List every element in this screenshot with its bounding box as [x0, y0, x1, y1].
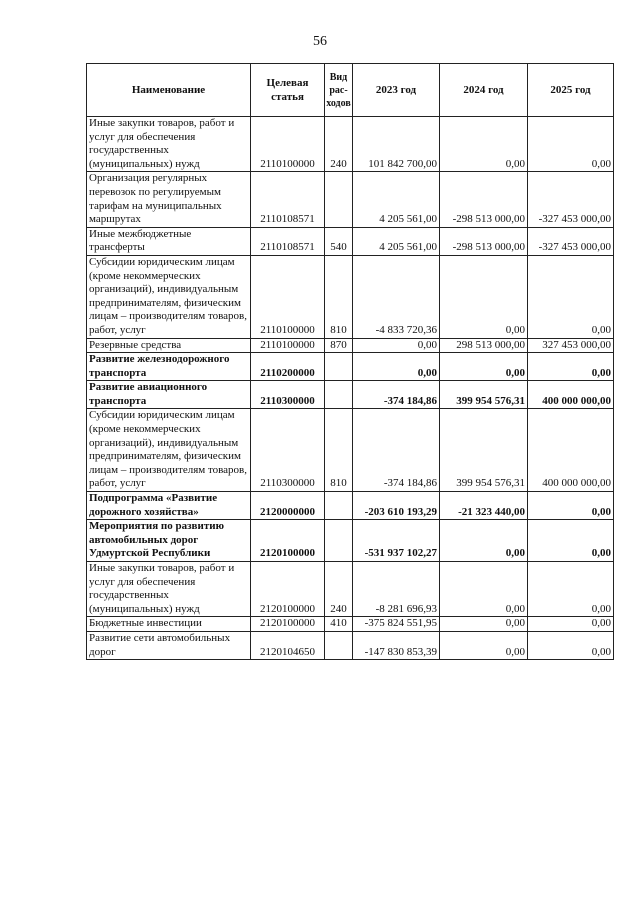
cell-2025: 400 000 000,00	[528, 381, 614, 409]
cell-2025: 0,00	[528, 631, 614, 659]
cell-2024: 298 513 000,00	[440, 338, 528, 353]
cell-2025: 400 000 000,00	[528, 409, 614, 492]
cell-2024: 399 954 576,31	[440, 381, 528, 409]
cell-type: 240	[325, 562, 353, 617]
cell-name: Развитие сети автомобильных дорог	[87, 631, 251, 659]
cell-name: Подпрограмма «Развитие дорожного хозяйства»	[87, 492, 251, 520]
cell-code: 2110100000	[251, 117, 325, 172]
cell-code: 2110100000	[251, 255, 325, 338]
cell-2024: -21 323 440,00	[440, 492, 528, 520]
cell-type: 240	[325, 117, 353, 172]
cell-name: Развитие авиационного транспорта	[87, 381, 251, 409]
cell-2025: 0,00	[528, 117, 614, 172]
table-row	[87, 381, 614, 409]
cell-2025: 0,00	[528, 617, 614, 632]
cell-type	[325, 172, 353, 227]
cell-type	[325, 492, 353, 520]
cell-type	[325, 381, 353, 409]
cell-2024: 0,00	[440, 617, 528, 632]
cell-name: Организация регулярных перевозок по регулируемым тарифам на муниципальных маршрутах	[87, 172, 251, 227]
cell-2023: -4 833 720,36	[353, 255, 440, 338]
header-2025: 2025 год	[528, 64, 614, 117]
cell-2025: 327 453 000,00	[528, 338, 614, 353]
table-row	[87, 172, 614, 227]
header-2024: 2024 год	[440, 64, 528, 117]
cell-code: 2110300000	[251, 409, 325, 492]
cell-2023: -8 281 696,93	[353, 562, 440, 617]
table-row	[87, 117, 614, 172]
table-row	[87, 492, 614, 520]
cell-2024: -298 513 000,00	[440, 172, 528, 227]
cell-type: 410	[325, 617, 353, 632]
cell-2023: 0,00	[353, 338, 440, 353]
cell-2025: -327 453 000,00	[528, 227, 614, 255]
cell-name: Резервные средства	[87, 338, 251, 353]
cell-code: 2120000000	[251, 492, 325, 520]
table-row	[87, 227, 614, 255]
cell-name: Бюджетные инвестиции	[87, 617, 251, 632]
cell-code: 2120100000	[251, 617, 325, 632]
cell-type: 870	[325, 338, 353, 353]
cell-type	[325, 631, 353, 659]
cell-code: 2110108571	[251, 227, 325, 255]
cell-code: 2120104650	[251, 631, 325, 659]
cell-2023: -374 184,86	[353, 409, 440, 492]
cell-2025: 0,00	[528, 520, 614, 562]
cell-2025: 0,00	[528, 353, 614, 381]
table-header-row	[87, 64, 614, 117]
cell-name: Иные межбюджетные трансферты	[87, 227, 251, 255]
cell-name: Иные закупки товаров, работ и услуг для обеспечения государственных (муниципальных) нужд	[87, 117, 251, 172]
cell-2024: 0,00	[440, 117, 528, 172]
cell-2024: 0,00	[440, 520, 528, 562]
cell-name: Субсидии юридическим лицам (кроме некоммерческих организаций), индивидуальным предпринимателям, физическим лицам – производителям товаров, работ, услуг	[87, 409, 251, 492]
cell-2025: 0,00	[528, 492, 614, 520]
cell-name: Субсидии юридическим лицам (кроме некоммерческих организаций), индивидуальным предпринимателям, физическим лицам – производителям товаров, работ, услуг	[87, 255, 251, 338]
cell-2024: 0,00	[440, 353, 528, 381]
cell-2023: 4 205 561,00	[353, 227, 440, 255]
cell-code: 2110100000	[251, 338, 325, 353]
cell-code: 2110200000	[251, 353, 325, 381]
cell-code: 2120100000	[251, 520, 325, 562]
cell-2023: 0,00	[353, 353, 440, 381]
page-number: 56	[313, 34, 327, 49]
cell-2024: 399 954 576,31	[440, 409, 528, 492]
cell-code: 2110300000	[251, 381, 325, 409]
header-type: Вид рас-ходов	[325, 64, 353, 117]
table-row	[87, 255, 614, 338]
header-2023: 2023 год	[353, 64, 440, 117]
cell-code: 2110108571	[251, 172, 325, 227]
table-row	[87, 617, 614, 632]
table-row	[87, 562, 614, 617]
cell-type	[325, 353, 353, 381]
cell-type: 810	[325, 255, 353, 338]
cell-name: Развитие железнодорожного транспорта	[87, 353, 251, 381]
cell-type	[325, 520, 353, 562]
cell-2024: 0,00	[440, 562, 528, 617]
table-row	[87, 409, 614, 492]
cell-name: Мероприятия по развитию автомобильных дорог Удмуртской Республики	[87, 520, 251, 562]
cell-2023: -374 184,86	[353, 381, 440, 409]
table-row	[87, 520, 614, 562]
cell-2023: -531 937 102,27	[353, 520, 440, 562]
cell-2024: 0,00	[440, 631, 528, 659]
cell-2023: -147 830 853,39	[353, 631, 440, 659]
cell-2025: 0,00	[528, 255, 614, 338]
header-code: Целевая статья	[251, 64, 325, 117]
cell-2023: 101 842 700,00	[353, 117, 440, 172]
cell-2025: -327 453 000,00	[528, 172, 614, 227]
cell-2025: 0,00	[528, 562, 614, 617]
table-row	[87, 353, 614, 381]
cell-name: Иные закупки товаров, работ и услуг для обеспечения государственных (муниципальных) нужд	[87, 562, 251, 617]
cell-code: 2120100000	[251, 562, 325, 617]
cell-type: 540	[325, 227, 353, 255]
cell-2023: -203 610 193,29	[353, 492, 440, 520]
cell-2024: -298 513 000,00	[440, 227, 528, 255]
cell-2023: 4 205 561,00	[353, 172, 440, 227]
table-row	[87, 338, 614, 353]
cell-type: 810	[325, 409, 353, 492]
cell-2024: 0,00	[440, 255, 528, 338]
table-row	[87, 631, 614, 659]
header-name: Наименование	[87, 64, 251, 117]
budget-table	[86, 63, 614, 660]
cell-2023: -375 824 551,95	[353, 617, 440, 632]
